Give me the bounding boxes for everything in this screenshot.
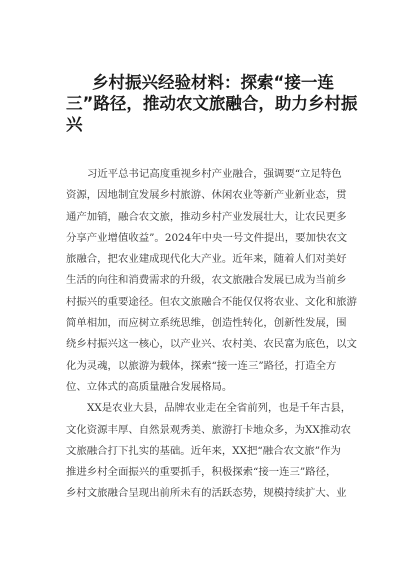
- paragraph-line: XX是农业大县，品牌农业走在全省前列，也是千年古县，: [87, 402, 352, 415]
- paragraph-line: 乡村文旅融合呈现出前所未有的活跃态势，规模持续扩大、业: [66, 487, 347, 500]
- paragraph-line: 资源，因地制宜发展乡村旅游、休闲农业等新产业新业态，贯: [66, 189, 347, 202]
- paragraph-line: 绕乡村振兴这一核心，以产业兴、农村美、农民富为底色，以文: [66, 338, 357, 351]
- body-paragraph: [66, 398, 368, 504]
- paragraph-line: 分享产业增值收益”。2024年中央一号文件提出，要加快农文: [66, 231, 348, 244]
- paragraph-line: 旅融合，把农业建成现代化大产业。近年来，随着人们对美好: [66, 253, 347, 266]
- paragraph-line: 生活的向往和消费需求的升级，农文旅融合发展已成为当前乡: [66, 274, 347, 287]
- paragraph-line: 文化资源丰厚、自然景观秀美、旅游打卡地众多，为XX推动农: [66, 423, 351, 436]
- title-line: 乡村振兴经验材料：探索“接一连: [92, 73, 334, 92]
- paragraph-line: 位、立体式的高质量融合发展格局。: [66, 380, 233, 393]
- body-paragraph: [66, 164, 368, 398]
- title-line: 三”路径，推动农文旅融合，助力乡村振: [66, 94, 358, 113]
- document-body: [66, 164, 368, 505]
- paragraph-line: 习近平总书记高度重视乡村产业融合，强调要“立足特色: [87, 168, 342, 180]
- paragraph-line: 推进乡村全面振兴的重要抓手，积极探索“接一连三”路径，: [66, 466, 337, 479]
- paragraph-line: 文旅融合打下扎实的基础。近年来，XX把“融合农文旅”作为: [66, 444, 341, 457]
- paragraph-line: 村振兴的重要途径。但农文旅融合不能仅仅将农业、文化和旅游: [66, 295, 357, 308]
- paragraph-line: 简单相加，而应树立系统思维，创造性转化，创新性发展，围: [66, 317, 347, 330]
- document-title: [66, 72, 366, 135]
- title-line: 兴: [66, 115, 83, 134]
- paragraph-line: 化为灵魂，以旅游为载体，探索“接一连三”路径，打造全方: [66, 359, 337, 372]
- paragraph-line: 通产加销，融合农文旅，推动乡村产业发展壮大，让农民更多: [66, 210, 347, 223]
